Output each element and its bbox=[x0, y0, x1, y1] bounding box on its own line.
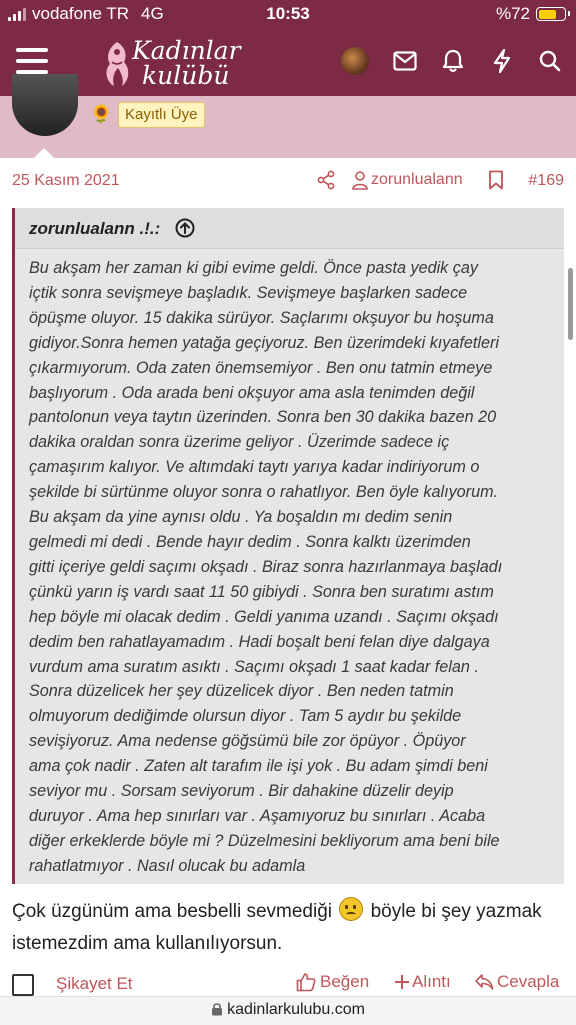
avatar bbox=[341, 47, 369, 75]
reply-button[interactable] bbox=[474, 972, 559, 992]
battery-fill bbox=[539, 10, 556, 19]
post-author-link[interactable] bbox=[352, 170, 463, 190]
scrollbar[interactable] bbox=[568, 268, 573, 340]
like-label: Beğen bbox=[320, 972, 370, 991]
site-logo[interactable] bbox=[100, 34, 250, 92]
status-bar bbox=[0, 0, 576, 28]
carrier-name: vodafone TR bbox=[32, 4, 130, 23]
battery-icon bbox=[536, 7, 566, 21]
share-icon[interactable] bbox=[316, 170, 336, 195]
user-icon bbox=[352, 170, 368, 190]
reply-label: Cevapla bbox=[497, 972, 560, 991]
select-checkbox[interactable] bbox=[12, 974, 34, 996]
status-right bbox=[496, 4, 566, 24]
browser-url-bar[interactable] bbox=[0, 996, 576, 1025]
post-author-name: zorunlualann bbox=[371, 171, 463, 188]
site-header bbox=[0, 28, 576, 96]
reply-arrow-icon bbox=[474, 973, 494, 991]
thumbs-up-icon bbox=[296, 972, 316, 992]
post-date[interactable]: 25 Kasım 2021 bbox=[12, 172, 120, 189]
battery-percent: %72 bbox=[495, 4, 530, 23]
plus-icon bbox=[394, 974, 410, 990]
profile-strip bbox=[0, 96, 576, 158]
mail-icon[interactable] bbox=[390, 46, 420, 76]
status-time: 10:53 bbox=[266, 4, 310, 23]
reply-text-part-2: böyle bi şey yazmak istemezdim ama kullanılıyorsun. bbox=[12, 901, 542, 954]
logo-figure-icon bbox=[100, 40, 134, 88]
quote-block bbox=[12, 208, 564, 884]
quote-author[interactable]: zorunlualann .!.: bbox=[29, 219, 161, 238]
post-meta bbox=[0, 160, 576, 202]
user-avatar[interactable] bbox=[340, 46, 370, 76]
lock-icon bbox=[211, 999, 223, 1025]
quote-label: Alıntı bbox=[412, 972, 451, 991]
bolt-icon[interactable] bbox=[487, 46, 517, 76]
menu-icon[interactable] bbox=[16, 48, 48, 76]
worried-face-icon bbox=[339, 897, 363, 921]
sunflower-icon: 🌻 bbox=[90, 104, 113, 124]
search-icon[interactable] bbox=[535, 46, 565, 76]
quote-header bbox=[15, 208, 564, 249]
post-number[interactable]: #169 bbox=[528, 172, 564, 189]
member-badge: Kayıtlı Üye bbox=[118, 102, 205, 128]
like-button[interactable] bbox=[296, 972, 369, 992]
reply-text-part-1: Çok üzgünüm ama besbelli sevmediği bbox=[12, 901, 332, 922]
bell-icon[interactable] bbox=[438, 46, 468, 76]
logo-line-1: Kadınlar bbox=[132, 36, 241, 65]
network-type: 4G bbox=[141, 4, 164, 23]
logo-text bbox=[132, 38, 241, 88]
report-button[interactable]: Şikayet Et bbox=[56, 974, 133, 993]
post-actions bbox=[0, 968, 576, 998]
quote-text: Bu akşam her zaman ki gibi evime geldi. Önce pasta yedik çay içtik sonra sevişmeye başladık. Sevişmeye başlarken sadece öpüşme oluyor. 15 dakika sürüyor. Saçlarımı okşuyor bu hoşuma gidiyor.Sonra hemen yatağa geçiyoruz. Ben üzerimdeki kıyafetleri çıkarmıyorum. Oda zaten önemsemiyor . Ben onu tatmin etmeye başlıyorum . Oda arada beni okşuyor ama asla tenimden değil pantolonun veya taytın üzerinden. Sonra ben 30 dakika bazen 20 dakika oraldan sonra üzerime geliyor . Üzerimde sadece iç çamaşırım kalıyor. Ve altımdaki taytı yarıya kadar indiriyorum o şekilde bi sürtünme oluyor sonra o rahatlıyor. Ben öyle kalıyorum. Bu akşam da yine aynısı oldu . Ya boşaldın mı dedim senin gelmedi mi dedi . Bende hayır dedim . Sonra kalktı üzerimden gitti içeriye geldi saçımı okşadı . Biraz sonra hazırlanmaya başladı çünkü yarın iş vardı saat 11 50 gibiydi . Sonra ben suratımı astım hep böyle mi olacak dedim . Geldi yanıma uzandı . Saçımı okşadı dedim ben rahatlayamadım . Hadi boşalt beni felan diye dalgaya vurdum ama suratım asıktı . Saçımı okşadı 1 saat kadar felan . Sonra düzelicek her şey düzelicek diyor . Ben neden tatmin olmuyorum dediğimde olursun diyor . Tam 5 aydır bu şekilde sevişiyoruz. Ama nedense göğsümü bile zor öpüyor . Öpüyor ama çok nadir . Zaten alt tarafım ile işi yok . Bu adam şimdi beni seviyor mu . Sorsam seviyorum . Bir dahakine düzelir deyip duruyor . Ama hep sınırları var . Aşamıyoruz bu sınırları . Acaba diğer erkeklerde böyle mi ? Düzelmesini bekliyorum ama beni bile rahatlatmıyor . Nasıl olucak bu adamla bbox=[29, 259, 503, 875]
arrow-up-circle-icon[interactable] bbox=[175, 218, 195, 243]
arrow-notch bbox=[34, 148, 54, 158]
bookmark-icon[interactable] bbox=[488, 170, 504, 195]
quote-button[interactable] bbox=[394, 972, 451, 992]
logo-line-2: kulübü bbox=[142, 61, 230, 90]
url-text: kadinlarkulubu.com bbox=[227, 1001, 365, 1018]
reply-text bbox=[12, 896, 566, 960]
